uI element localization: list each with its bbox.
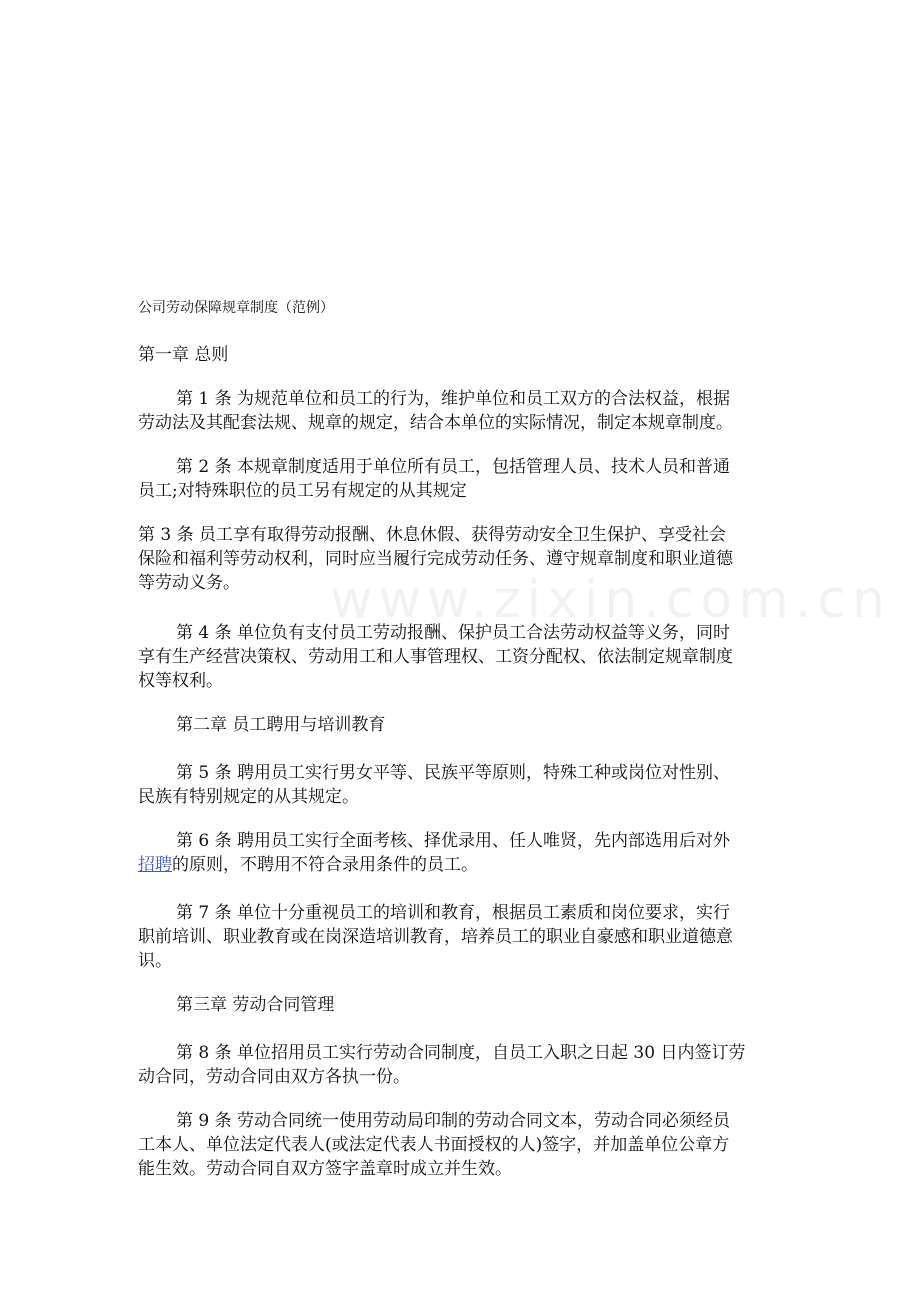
article-line-with-link <box>138 853 920 877</box>
article-line: 第 1 条 为规范单位和员工的行为，维护单位和员工双方的合法权益，根据 <box>176 389 731 409</box>
article-line: 第 5 条 聘用员工实行男女平等、民族平等原则，特殊工种或岗位对性别、 <box>176 763 731 783</box>
article-line: 第 8 条 单位招用员工实行劳动合同制度，自员工入职之日起 30 日内签订劳 <box>176 1043 746 1063</box>
article-line: 第 4 条 单位负有支付员工劳动报酬、保护员工合法劳动权益等义务，同时 <box>176 623 731 643</box>
article-line: 员工;对特殊职位的员工另有规定的从其规定 <box>138 481 467 501</box>
article-line: 享有生产经营决策权、劳动用工和人事管理权、工资分配权、依法制定规章制度 <box>138 647 733 667</box>
article-line: 劳动法及其配套法规、规章的规定，结合本单位的实际情况，制定本规章制度。 <box>138 413 733 433</box>
article-text: 的原则，不聘用不符合录用条件的员工。 <box>172 855 478 875</box>
article-line: 等劳动义务。 <box>138 573 240 593</box>
article-line: 保险和福利等劳动权利，同时应当履行完成劳动任务、遵守规章制度和职业道德 <box>138 549 733 569</box>
chapter-heading: 第三章 劳动合同管理 <box>176 995 335 1015</box>
article-line: 能生效。劳动合同自双方签字盖章时成立并生效。 <box>138 1159 512 1179</box>
article-line: 第 7 条 单位十分重视员工的培训和教育，根据员工素质和岗位要求，实行 <box>176 903 731 923</box>
article-line: 权等权利。 <box>138 671 223 691</box>
watermark: www.zixin.com.cn <box>330 570 891 630</box>
article-line: 识。 <box>138 951 172 971</box>
article-line: 第 6 条 聘用员工实行全面考核、择优录用、任人唯贤，先内部选用后对外 <box>176 831 731 851</box>
article-line: 第 3 条 员工享有取得劳动报酬、休息休假、获得劳动安全卫生保护、享受社会 <box>138 525 727 545</box>
article-line: 动合同，劳动合同由双方各执一份。 <box>138 1067 410 1087</box>
article-line: 工本人、单位法定代表人(或法定代表人书面授权的人)签字，并加盖单位公章方 <box>138 1135 730 1155</box>
chapter-heading: 第一章 总则 <box>138 345 229 365</box>
article-line: 职前培训、职业教育或在岗深造培训教育，培养员工的职业自豪感和职业道德意 <box>138 927 733 947</box>
chapter-heading: 第二章 员工聘用与培训教育 <box>176 715 386 735</box>
article-line: 民族有特别规定的从其规定。 <box>138 787 359 807</box>
article-line: 第 9 条 劳动合同统一使用劳动局印制的劳动合同文本，劳动合同必须经员 <box>176 1111 731 1131</box>
document-title: 公司劳动保障规章制度（范例） <box>138 300 334 316</box>
article-line: 第 2 条 本规章制度适用于单位所有员工，包括管理人员、技术人员和普通 <box>176 457 731 477</box>
recruitment-link[interactable]: 招聘 <box>138 855 172 875</box>
